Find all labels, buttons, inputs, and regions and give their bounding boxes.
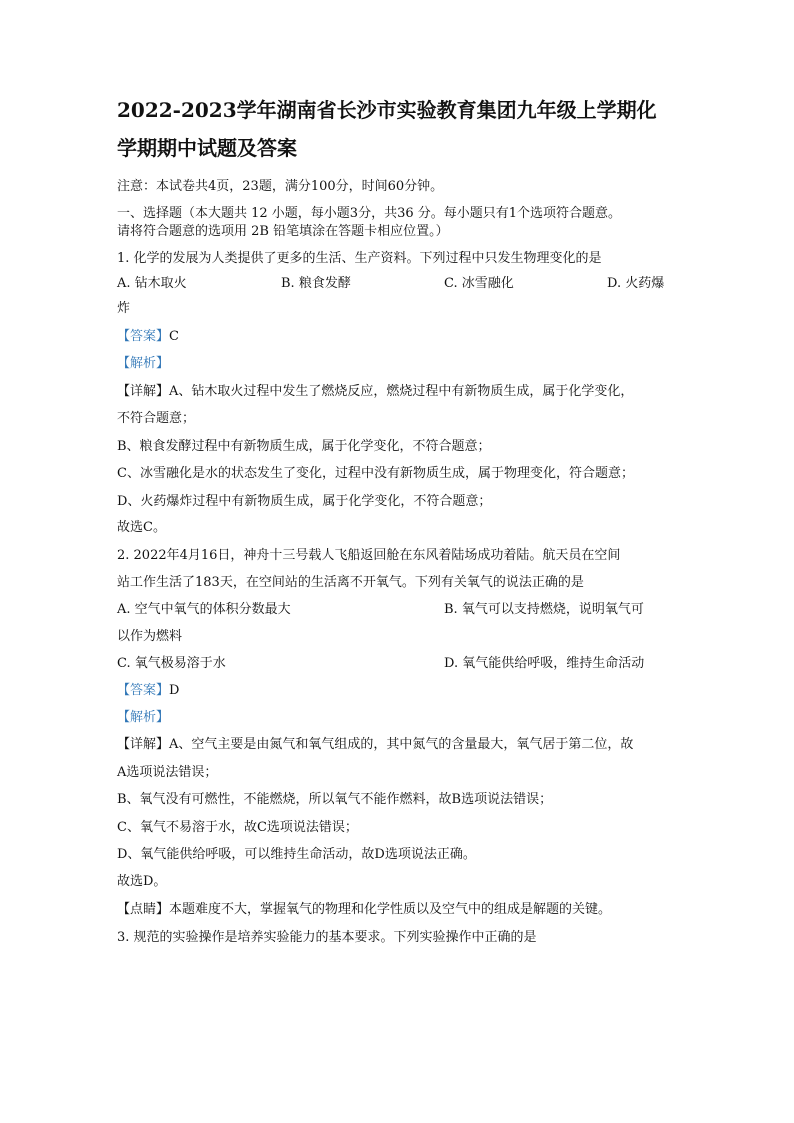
q3-stem: 3. 规范的实验操作是培养实验能力的基本要求。下列实验操作中正确的是 bbox=[117, 930, 537, 945]
doc-title-line1: 2022-2023学年湖南省长沙市实验教育集团九年级上学期化 bbox=[117, 98, 657, 122]
section-heading-cont: 请将符合题意的选项用 2B 铅笔填涂在答题卡相应位置。） bbox=[117, 224, 449, 239]
q2-detail-line: D、氧气能供给呼吸，可以维持生命活动，故D选项说法正确。 bbox=[117, 847, 476, 862]
q1-detail-line: 不符合题意； bbox=[117, 411, 196, 426]
answer-value: D bbox=[169, 683, 180, 698]
q2-conclusion: 故选D。 bbox=[117, 874, 167, 889]
q2-option-wrap: 以作为燃料 bbox=[117, 629, 183, 644]
answer-value: C bbox=[169, 329, 179, 344]
q2-option-a: A. 空气中氧气的体积分数最大 bbox=[117, 602, 291, 617]
q1-option-a: A. 钻木取火 bbox=[117, 276, 187, 291]
q1-option-b: B. 粮食发酵 bbox=[281, 276, 351, 291]
q2-analysis-tag: 【解析】 bbox=[117, 710, 170, 725]
q1-answer bbox=[117, 329, 179, 345]
q2-detail-line: 【详解】A、空气主要是由氮气和氧气组成的，其中氮气的含量最大，氧气居于第二位，故 bbox=[117, 737, 634, 752]
q2-comment: 【点睛】本题难度不大，掌握氧气的物理和化学性质以及空气中的组成是解题的关键。 bbox=[117, 902, 612, 917]
section-heading: 一、选择题（本大题共 12 小题，每小题3分，共36 分。每小题只有1个选项符合题意。 bbox=[117, 206, 622, 221]
q1-detail-line: C、冰雪融化是水的状态发生了变化，过程中没有新物质生成，属于物理变化，符合题意； bbox=[117, 466, 634, 481]
answer-tag: 【答案】 bbox=[117, 329, 170, 344]
q2-detail-line: B、氧气没有可燃性，不能燃烧，所以氧气不能作燃料，故B选项说法错误； bbox=[117, 792, 553, 807]
answer-tag: 【答案】 bbox=[117, 683, 170, 698]
q2-option-c: C. 氧气极易溶于水 bbox=[117, 656, 226, 671]
q1-conclusion: 故选C。 bbox=[117, 520, 166, 535]
q1-detail-line: B、粮食发酵过程中有新物质生成，属于化学变化，不符合题意； bbox=[117, 439, 491, 454]
q2-option-b: B. 氧气可以支持燃烧，说明氧气可 bbox=[444, 602, 644, 617]
q1-option-wrap: 炸 bbox=[117, 301, 131, 316]
q2-option-d: D. 氧气能供给呼吸，维持生命活动 bbox=[444, 656, 645, 671]
q1-detail-line: D、火药爆炸过程中有新物质生成，属于化学变化，不符合题意； bbox=[117, 494, 492, 509]
q2-detail-line: C、氧气不易溶于水，故C选项说法错误； bbox=[117, 820, 358, 835]
doc-title-line2: 学期期中试题及答案 bbox=[117, 136, 297, 160]
q1-option-d: D. 火药爆 bbox=[607, 276, 665, 291]
q1-detail-line: 【详解】A、钻木取火过程中发生了燃烧反应，燃烧过程中有新物质生成，属于化学变化， bbox=[117, 384, 634, 399]
q2-answer bbox=[117, 683, 179, 699]
q2-detail-line: A选项说法错误； bbox=[117, 765, 218, 780]
exam-note: 注意：本试卷共4页，23题，满分100分，时间60分钟。 bbox=[117, 179, 444, 194]
q1-option-c: C. 冰雪融化 bbox=[444, 276, 514, 291]
q1-stem: 1. 化学的发展为人类提供了更多的生活、生产资料。下列过程中只发生物理变化的是 bbox=[117, 251, 602, 266]
q2-stem: 2. 2022年4月16日，神舟十三号载人飞船返回舱在东风着陆场成功着陆。航天员在空间 bbox=[117, 548, 621, 563]
q2-stem-cont: 站工作生活了183天，在空间站的生活离不开氧气。下列有关氧气的说法正确的是 bbox=[117, 575, 584, 590]
q1-analysis-tag: 【解析】 bbox=[117, 356, 170, 371]
